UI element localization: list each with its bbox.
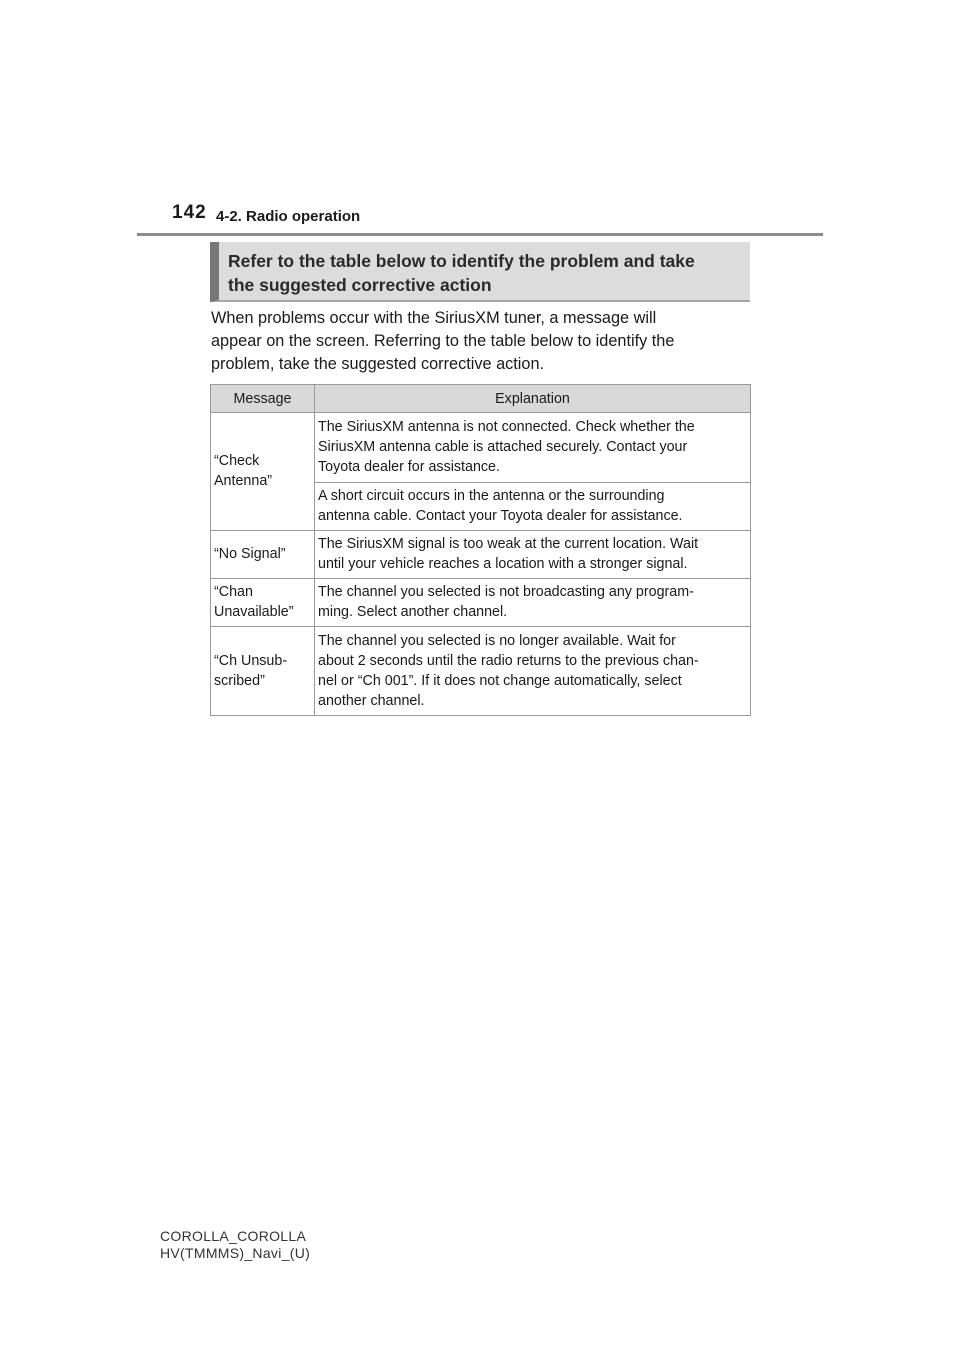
explanation-cell [315,627,751,716]
footer-model-code [160,1228,310,1262]
header-rule [137,233,823,236]
message-line: Unavailable” [214,604,294,620]
explanation-line: until your vehicle reaches a location with a stronger signal. [318,556,688,572]
header-message: Message [211,385,315,413]
explanation-line: A short circuit occurs in the antenna or the surrounding [318,488,665,504]
explanation-line: Toyota dealer for assistance. [318,459,500,475]
intro-line-2: appear on the screen. Referring to the table below to identify the [211,332,675,350]
header-explanation: Explanation [315,385,751,413]
message-line: “Ch Unsub- [214,652,288,669]
section-title: 4-2. Radio operation [216,208,361,225]
table-header-row [211,385,751,413]
message-cell [211,579,315,627]
intro-paragraph [211,307,751,376]
section-heading-box [210,242,750,302]
explanation-cell [315,413,751,483]
explanation-line: ming. Select another channel. [318,604,508,620]
footer-line-1: COROLLA_COROLLA [160,1228,307,1244]
explanation-line: The channel you selected is no longer available. Wait for [318,632,676,649]
section-heading-line-2: the suggested corrective action [228,275,492,295]
message-cell [211,413,315,531]
intro-line-1: When problems occur with the SiriusXM tuner, a message will [211,309,657,327]
message-line: “No Signal” [214,546,286,562]
footer-line-2: HV(TMMMS)_Navi_(U) [160,1245,311,1261]
message-cell [211,627,315,716]
explanation-line: The channel you selected is not broadcasting any program- [318,584,694,600]
message-line: scribed” [214,672,265,689]
explanation-line: another channel. [318,692,425,709]
explanation-cell [315,531,751,579]
explanation-line: SiriusXM antenna cable is attached securely. Contact your [318,439,688,455]
table-row [211,579,751,627]
table-row [211,531,751,579]
page-number: 142 [172,202,207,223]
message-line: “Check [214,453,260,469]
explanation-line: The SiriusXM signal is too weak at the current location. Wait [318,536,699,552]
explanation-cell [315,483,751,531]
message-line: “Chan [214,584,253,600]
explanation-line: The SiriusXM antenna is not connected. Check whether the [318,419,695,435]
explanation-line: about 2 seconds until the radio returns to the previous chan- [318,652,699,669]
message-cell [211,531,315,579]
message-line: Antenna” [214,473,273,489]
table-row [211,627,751,716]
explanation-line: antenna cable. Contact your Toyota dealer for assistance. [318,508,683,524]
explanation-cell [315,579,751,627]
explanation-line: nel or “Ch 001”. If it does not change automatically, select [318,672,682,689]
table-row [211,413,751,483]
message-table [210,384,751,716]
intro-line-3: problem, take the suggested corrective action. [211,355,545,373]
section-heading-line-1: Refer to the table below to identify the problem and take [228,251,695,271]
